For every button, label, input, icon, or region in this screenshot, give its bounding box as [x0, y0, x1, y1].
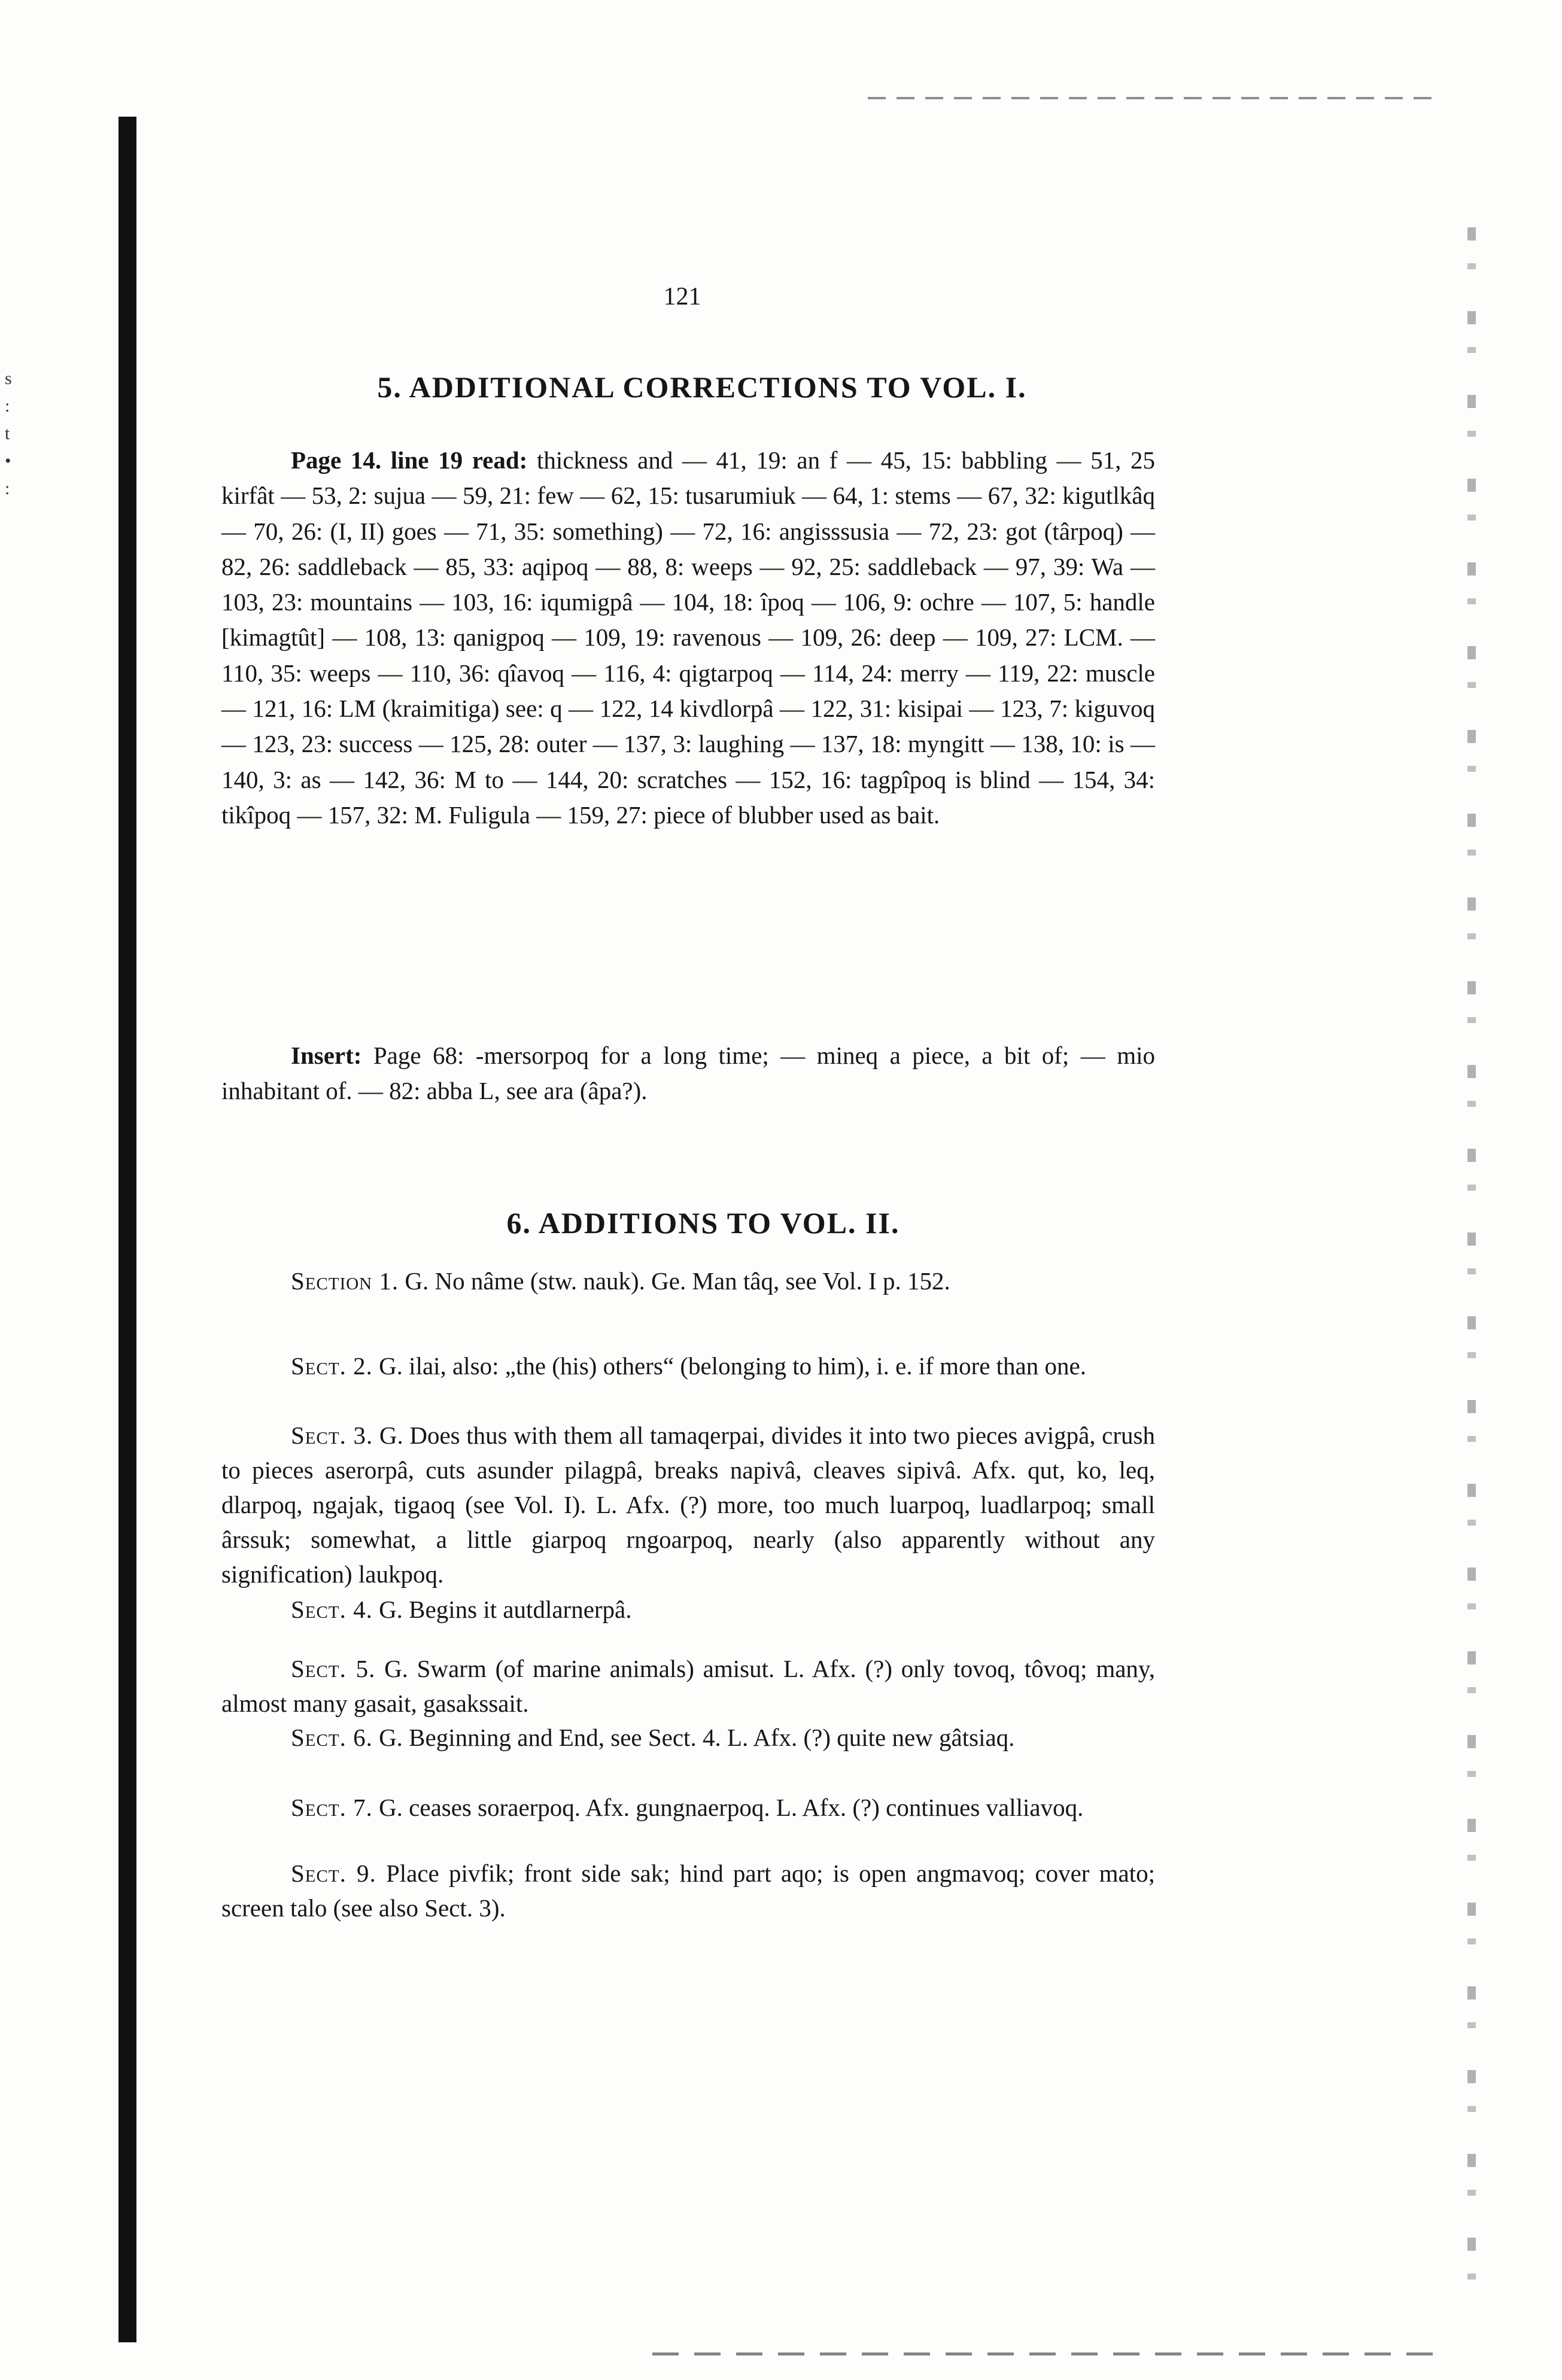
section-text: G. No nâme (stw. nauk). Ge. Man tâq, see Vol. I p. 152. [405, 1267, 950, 1295]
margin-mark: : [5, 479, 10, 498]
margin-mark: : [5, 396, 10, 416]
section-text: G. Does thus with them all tamaqerpai, divides it into two pieces avigpâ, crush to pieces aserorpâ, cuts asunder pilagpâ, breaks napivâ, cleaves sipivâ. Afx. qut, ko, leq, dlarpoq, ngajak, tigaoq (see Vol. I). L. Afx. (?) more, too much luarpoq, luadlarpoq; small ârssuk; somewhat, a little giarpoq rngoarpoq, nearly (also apparently without any signification) laukpoq. [221, 1422, 1155, 1588]
section-text: G. ilai, also: „the (his) others“ (belonging to him), i. e. if more than one. [379, 1352, 1086, 1380]
corrections-lead: Page 14. line 19 read: [291, 446, 528, 474]
insert-text: Page 68: -mersorpoq for a long time; — mineq a piece, a bit of; — mio inhabitant of. — 82: abba L, see ara (âpa?). [221, 1042, 1155, 1105]
section-label: Sect. 9. [291, 1859, 376, 1887]
corrections-paragraph [221, 443, 1155, 833]
section-label: Sect. 7. [291, 1794, 373, 1821]
corrections-text: thickness and — 41, 19: an f — 45, 15: babbling — 51, 25 kirfât — 53, 2: sujua — 59, 21: few — 62, 15: tusarumiuk — 64, 1: stems — 67, 32: kigutlkâq — 70, 26: (I, II) goes — 71, 35: something) — 72, 16: angisssusia — 72, 23: got (târpoq) — 82, 26: saddleback — 85, 33: aqipoq — 88, 8: weeps — 92, 25: saddleback — 97, 39: Wa — 103, 23: mountains — 103, 16: iqumigpâ — 104, 18: îpoq — 106, 9: ochre — 107, 5: handle [kimagtût] — 108, 13: qanigpoq — 109, 19: ravenous — 109, 26: deep — 109, 27: LCM. — 110, 35: weeps — 110, 36: qîavoq — 116, 4: qigtarpoq — 114, 24: merry — 119, 22: muscle — 121, 16: LM (kraimitiga) see: q — 122, 14 kivdlorpâ — 122, 31: kisipai — 123, 7: kiguvoq — 123, 23: success — 125, 28: outer — 137, 3: laughing — 137, 18: myngitt — 138, 10: is — 140, 3: as — 142, 36: M to — 144, 20: scratches — 152, 16: tagpîpoq is blind — 154, 34: tikîpoq — 157, 32: M. Fuligula — 159, 27: piece of blubber used as bait. [221, 446, 1155, 829]
section-entry [221, 1651, 1155, 1721]
binding-shadow [118, 117, 136, 2342]
scan-artifact-top [868, 97, 1442, 99]
section-entry [221, 1592, 1155, 1627]
section-label: Sect. 6. [291, 1724, 373, 1751]
section-entry [221, 1264, 1155, 1298]
section-entry [221, 1349, 1155, 1383]
scan-artifact-bottom [652, 2352, 1442, 2355]
section-label: Sect. 4. [291, 1596, 373, 1623]
section-text: Place pivfik; front side sak; hind part aqo; is open angmavoq; cover mato; screen talo (see also Sect. 3). [221, 1859, 1156, 1922]
section-label: Sect. 2. [291, 1352, 373, 1380]
margin-mark: s [5, 369, 12, 388]
section-heading-additions: 6. ADDITIONS TO VOL. II. [506, 1206, 900, 1240]
section-text: G. Begins it autdlarnerpâ. [379, 1596, 632, 1623]
insert-lead: Insert: [291, 1042, 362, 1069]
scan-artifact-right-edge [1467, 227, 1476, 2321]
section-label: Sect. 5. [291, 1655, 376, 1682]
section-entry [221, 1418, 1155, 1591]
insert-paragraph [221, 1038, 1155, 1109]
margin-mark: • [5, 451, 11, 471]
section-heading-corrections: 5. ADDITIONAL CORRECTIONS TO VOL. I. [377, 370, 1027, 404]
section-entry [221, 1856, 1155, 1925]
section-entry [221, 1720, 1155, 1755]
margin-marks [5, 365, 23, 503]
section-label: Sect. 3. [291, 1422, 373, 1449]
page-number: 121 [663, 283, 701, 311]
section-text: G. ceases soraerpoq. Afx. gungnaerpoq. L. Afx. (?) continues valliavoq. [379, 1794, 1084, 1821]
section-text: G. Beginning and End, see Sect. 4. L. Afx. (?) quite new gâtsiaq. [379, 1724, 1015, 1751]
section-text: G. Swarm (of marine animals) amisut. L. Afx. (?) only tovoq, tôvoq; many, almost many gasait, gasakssait. [221, 1655, 1155, 1717]
margin-mark: t [5, 424, 10, 443]
section-label: Section 1. [291, 1267, 399, 1295]
section-entry [221, 1790, 1155, 1825]
